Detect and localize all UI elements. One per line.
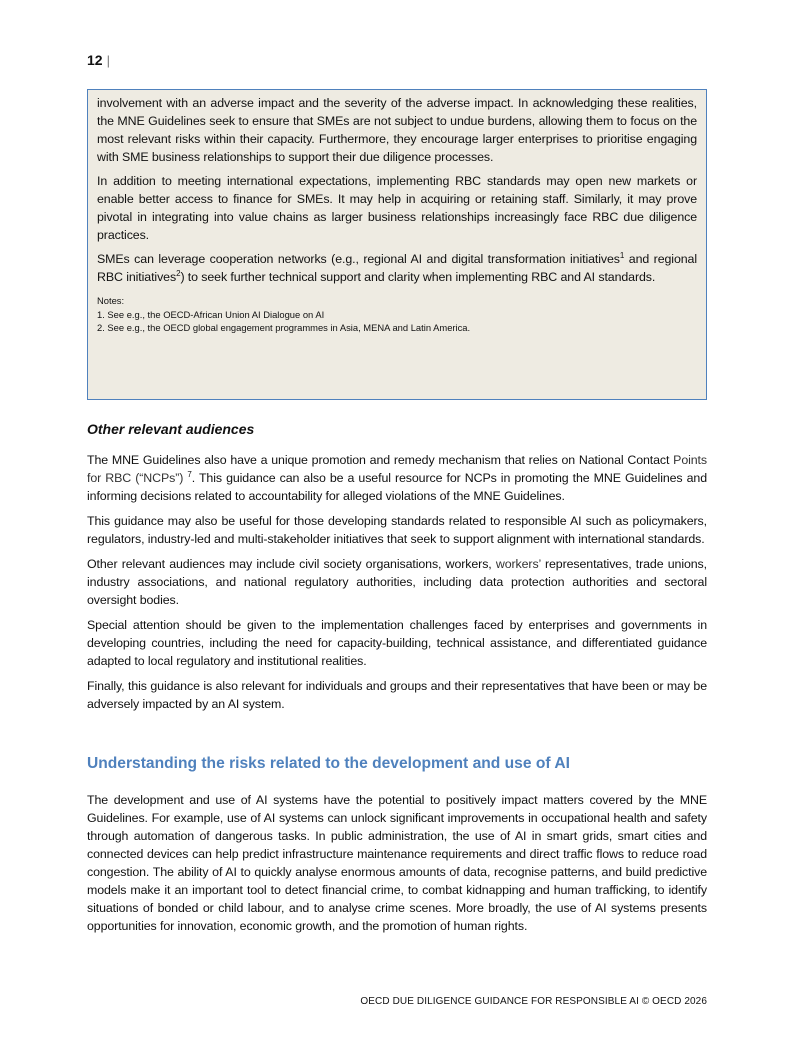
other-audiences-section (87, 419, 707, 720)
p3-text-workers: workers’ (495, 557, 541, 571)
page-number-separator: | (106, 53, 110, 68)
p3-text-2: representatives, trade unions, industry associations, and national regulatory authorities, including data protection authorities and sectoral oversight bodies. (87, 557, 707, 607)
footnote-ref-1[interactable]: 1 (619, 250, 625, 260)
risks-section-body (87, 791, 707, 935)
page-footer: OECD DUE DILIGENCE GUIDANCE FOR RESPONSIBLE AI © OECD 2026 (360, 996, 707, 1007)
box-p3-text-2: and regional RBC initiatives (97, 252, 697, 284)
p1-text-2: . This guidance can also be a useful resource for NCPs in promoting the MNE Guidelines and informing decisions related to accountability for alleged violations of the MNE Guidelines. (87, 471, 707, 503)
other-audiences-paragraph-3 (87, 555, 707, 609)
box-p3-text-3: ) to seek further technical support and clarity when implementing RBC and AI standards. (180, 270, 656, 284)
other-audiences-paragraph-2: This guidance may also be useful for those developing standards related to responsible AI such as policymakers, regulators, industry-led and multi-stakeholder initiatives that seek to support alignment with international standards. (87, 514, 707, 546)
note-item-2: 2. See e.g., the OECD global engagement programmes in Asia, MENA and Latin America. (97, 322, 471, 333)
p1-text-1: The MNE Guidelines also have a unique promotion and remedy mechanism that relies on National Contact (87, 453, 674, 467)
p3-text-1: Other relevant audiences may include civil society organisations, workers, (87, 557, 496, 571)
box-notes (97, 294, 697, 335)
notes-label: Notes: (97, 295, 125, 306)
box-paragraph-1: involvement with an adverse impact and the severity of the adverse impact. In acknowledging these realities, the MNE Guidelines seek to ensure that SMEs are not subject to undue burdens, allowing them to focus on the most relevant risks within their capacity. Furthermore, they encourage larger enterprises to prioritise engaging with SME business relationships to support their due diligence processes. (97, 96, 697, 164)
risks-paragraph-1: The development and use of AI systems have the potential to positively impact matters covered by the MNE Guidelines. For example, use of AI systems can unlock significant improvements in occupational health and safety through automation of dangerous tasks. In public administration, the use of AI in smart grids, smart cities and connected devices can help predict infrastructure maintenance requirements and direct traffic flows to reduce road congestion. The ability of AI to quickly analyse enormous amounts of data, recognise patterns, and build predictive models make it an important tool to detect financial crime, to combat kidnapping and human trafficking, to identify situations of bonded or child labour, and to analyse crime scenes. More broadly, the use of AI systems presents opportunities for innovation, economic growth, and the promotion of human rights. (87, 793, 707, 933)
other-audiences-paragraph-4: Special attention should be given to the implementation challenges faced by enterprises and governments in developing countries, including the need for capacity-building, technical assistance, and differentiated guidance adapted to local regulatory and institutional realities. (87, 618, 707, 668)
footnote-ref-7[interactable]: 7 (187, 469, 192, 479)
risks-section-heading: Understanding the risks related to the development and use of AI (87, 755, 570, 772)
footnote-ref-2[interactable]: 2 (176, 268, 181, 278)
p1-text-ncps: Points for RBC (“NCPs”) (87, 453, 707, 485)
other-audiences-paragraph-1 (87, 451, 707, 505)
box-paragraph-3 (97, 250, 697, 286)
box-paragraph-2: In addition to meeting international expectations, implementing RBC standards may open new markets or enable better access to finance for SMEs. It may help in acquiring or retaining staff. Similarly, it may prove pivotal in integrating into value chains as larger business relationships increasingly face RBC due diligence practices. (97, 174, 697, 242)
other-audiences-heading: Other relevant audiences (87, 421, 255, 437)
page-number: 12 (87, 52, 103, 68)
page-header (87, 52, 110, 68)
box-p3-text-1: SMEs can leverage cooperation networks (e.g., regional AI and digital transformation initiatives (97, 252, 620, 266)
other-audiences-paragraph-5: Finally, this guidance is also relevant for individuals and groups and their representatives that have been or may be adversely impacted by an AI system. (87, 679, 707, 711)
sme-callout-box (87, 89, 707, 400)
note-item-1: 1. See e.g., the OECD-African Union AI Dialogue on AI (97, 308, 325, 320)
